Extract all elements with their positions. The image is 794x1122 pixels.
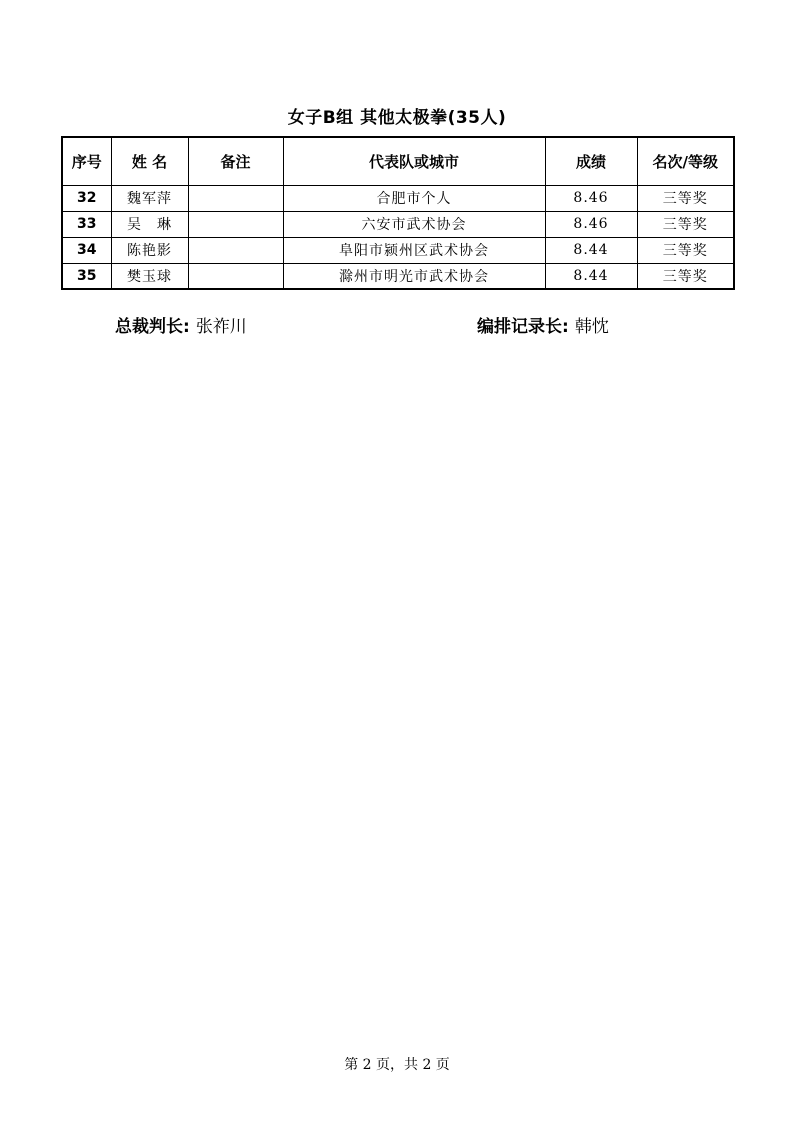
header-name: 姓 名 — [111, 137, 188, 185]
table-header-row — [62, 137, 734, 185]
header-note: 备注 — [188, 137, 283, 185]
table-row — [62, 263, 734, 289]
cell-team: 滁州市明光市武术协会 — [283, 263, 545, 289]
cell-rank: 三等奖 — [637, 185, 734, 211]
chief-recorder — [477, 312, 609, 337]
page-title: 女子B组 其他太极拳(35人) — [287, 108, 507, 128]
cell-score: 8.44 — [545, 237, 637, 263]
header-seq: 序号 — [62, 137, 111, 185]
page-number: 第 2 页，共 2 页 — [344, 1057, 450, 1073]
table-row — [62, 211, 734, 237]
cell-rank: 三等奖 — [637, 211, 734, 237]
header-rank: 名次/等级 — [637, 137, 734, 185]
chief-referee-name: 张祚川 — [195, 317, 247, 337]
chief-recorder-name: 韩忱 — [574, 317, 609, 337]
cell-team: 六安市武术协会 — [283, 211, 545, 237]
cell-team: 阜阳市颍州区武术协会 — [283, 237, 545, 263]
cell-name: 魏军萍 — [111, 185, 188, 211]
cell-rank: 三等奖 — [637, 237, 734, 263]
cell-note — [188, 263, 283, 289]
cell-name: 樊玉球 — [111, 263, 188, 289]
cell-score: 8.44 — [545, 263, 637, 289]
results-table — [61, 136, 735, 290]
cell-score: 8.46 — [545, 185, 637, 211]
chief-referee-label: 总裁判长: — [115, 317, 190, 337]
cell-rank: 三等奖 — [637, 263, 734, 289]
cell-note — [188, 185, 283, 211]
header-score: 成绩 — [545, 137, 637, 185]
table-row — [62, 185, 734, 211]
cell-team: 合肥市个人 — [283, 185, 545, 211]
cell-seq: 34 — [62, 237, 111, 263]
cell-note — [188, 211, 283, 237]
cell-note — [188, 237, 283, 263]
cell-seq: 33 — [62, 211, 111, 237]
chief-recorder-label: 编排记录长: — [477, 317, 569, 337]
chief-referee — [115, 312, 247, 337]
cell-score: 8.46 — [545, 211, 637, 237]
cell-seq: 32 — [62, 185, 111, 211]
table-row — [62, 237, 734, 263]
cell-name: 吴 琳 — [111, 211, 188, 237]
cell-seq: 35 — [62, 263, 111, 289]
header-team: 代表队或城市 — [283, 137, 545, 185]
cell-name: 陈艳影 — [111, 237, 188, 263]
